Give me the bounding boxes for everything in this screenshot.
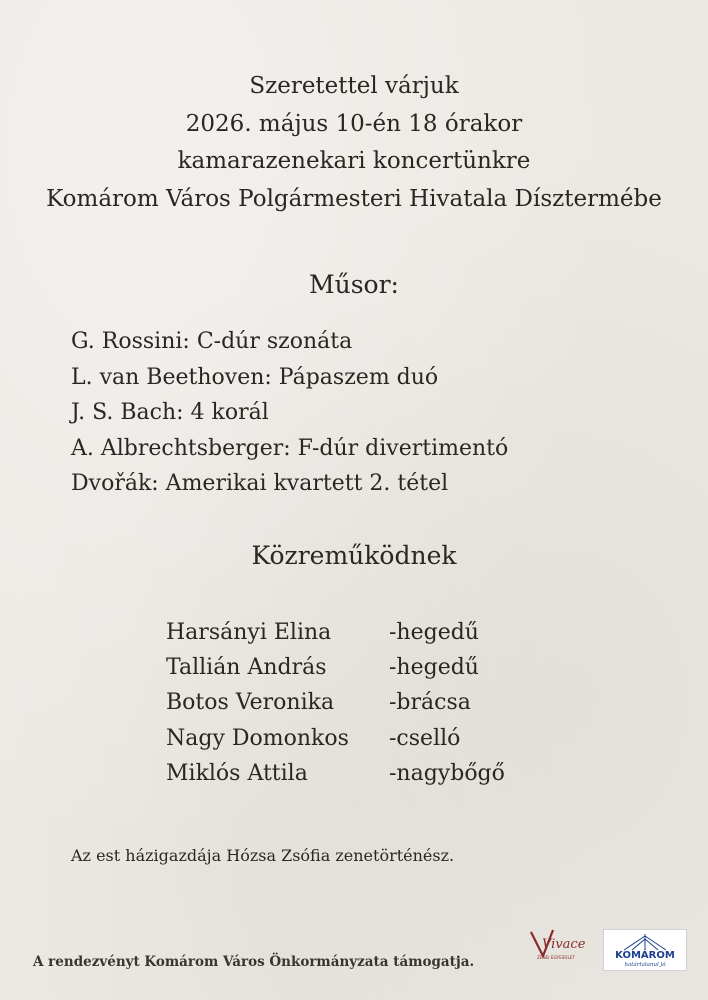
intro-venue-line: Komárom Város Polgármesteri Hivatala Dísztermébe	[46, 185, 662, 212]
performer-name: Harsányi Elina	[166, 620, 332, 645]
performer-row	[166, 721, 505, 756]
performer-instrument: -brácsa	[389, 690, 471, 716]
vivace-subtitle: ZENEI EGYESÜLET	[537, 955, 576, 960]
host-note: Az est házigazdája Hózsa Zsófia zenetörténész.	[71, 846, 455, 865]
invitation-intro	[0, 68, 708, 218]
performer-instrument: -cselló	[389, 725, 461, 751]
performer-instrument: -nagybőgő	[389, 760, 505, 786]
performer-instrument: -hegedű	[389, 620, 479, 645]
program-item: Dvořák: Amerikai kvartett 2. tétel	[71, 471, 449, 496]
performer-row	[166, 650, 505, 685]
sponsor-note: A rendezvényt Komárom Város Önkormányzata támogatja.	[33, 954, 475, 970]
performers-heading: Közreműködnek	[251, 541, 457, 570]
performer-row	[166, 685, 505, 720]
performer-row	[166, 756, 505, 791]
program-item: G. Rossini: C-dúr szonáta	[71, 329, 353, 354]
komarom-bridge-icon	[604, 930, 686, 970]
performer-name: Nagy Domonkos	[166, 725, 349, 751]
vivace-logo	[525, 926, 585, 970]
program-list	[71, 324, 508, 502]
performer-name: Tallián András	[166, 655, 327, 681]
komarom-tagline: határtalanul jó	[624, 962, 666, 968]
performer-instrument: -hegedű	[389, 655, 479, 681]
komarom-name: KOMÁROM	[615, 950, 675, 961]
komarom-logo	[603, 929, 687, 971]
performer-name: Botos Veronika	[166, 690, 335, 716]
intro-line-1: Szeretettel várjuk	[249, 73, 459, 99]
program-item: A. Albrechtsberger: F-dúr divertimentó	[71, 435, 509, 461]
performers-list	[166, 615, 505, 791]
intro-line-3: kamarazenekari koncertünkre	[177, 148, 531, 174]
program-item: J. S. Bach: 4 korál	[71, 400, 269, 425]
performer-row	[166, 615, 505, 650]
program-item: L. van Beethoven: Pápaszem duó	[71, 364, 439, 390]
program-heading: Műsor:	[309, 270, 399, 299]
intro-date-line: 2026. május 10-én 18 órakor	[185, 110, 523, 137]
performer-name: Miklós Attila	[166, 760, 308, 786]
vivace-name: Vivace	[542, 937, 585, 952]
